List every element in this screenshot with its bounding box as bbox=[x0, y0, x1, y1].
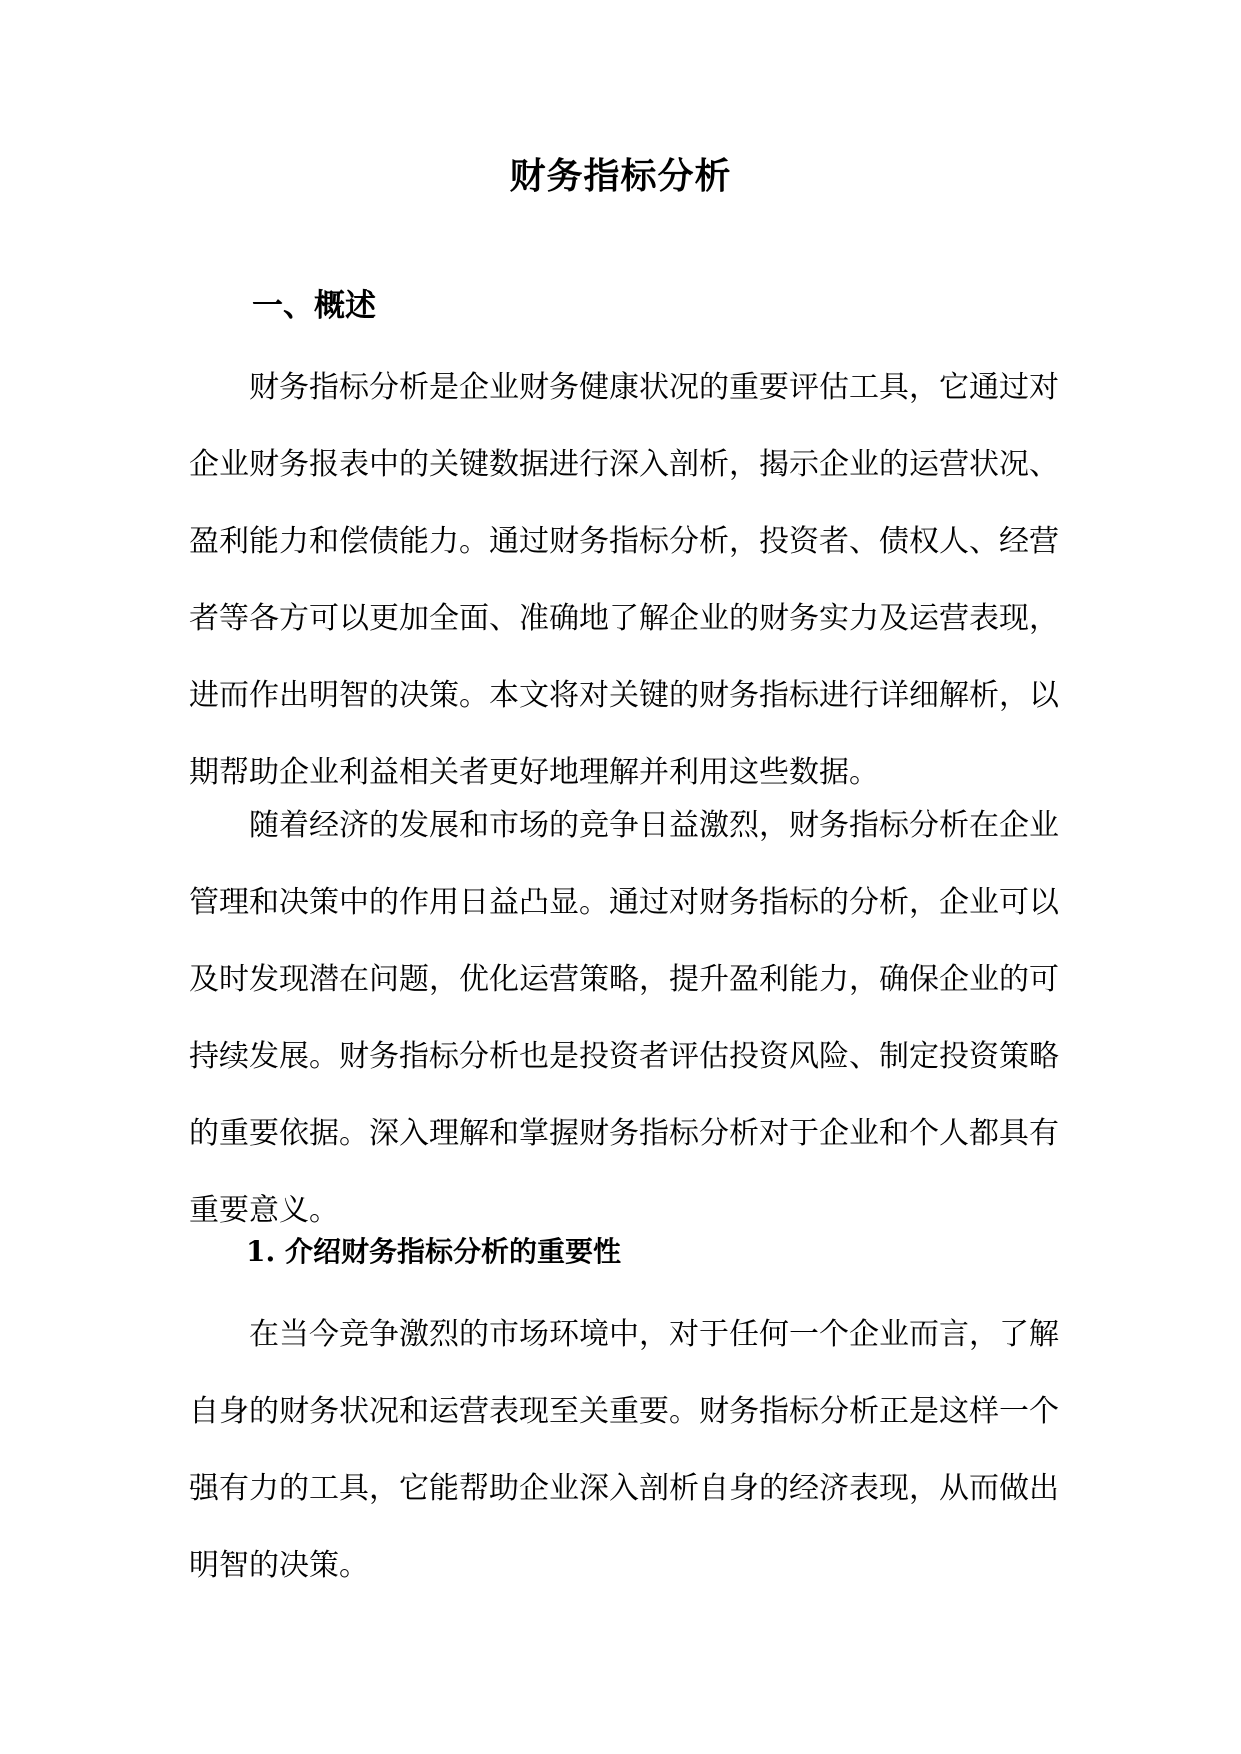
overview-paragraph-1: 财务指标分析是企业财务健康状况的重要评估工具，它通过对企业财务报表中的关键数据进行深入剖析，揭示企业的运营状况、盈利能力和偿债能力。通过财务指标分析，投资者、债权人、经营者等各方可以更加全面、准确地了解企业的财务实力及运营表现，进而作出明智的决策。本文将对关键的财务指标进行详细解析，以期帮助企业利益相关者更好地理解并利用这些数据。 bbox=[189, 370, 1059, 790]
section-heading-overview: 一、概述 bbox=[252, 288, 376, 324]
subsection-heading-importance: 1. 介绍财务指标分析的重要性 bbox=[246, 1235, 621, 1268]
document-title: 财务指标分析 bbox=[509, 155, 732, 197]
importance-paragraph-1: 在当今竞争激烈的市场环境中，对于任何一个企业而言，了解自身的财务状况和运营表现至关重要。财务指标分析正是这样一个强有力的工具，它能帮助企业深入剖析自身的经济表现，从而做出明智的决策。 bbox=[189, 1317, 1059, 1583]
overview-paragraph-2: 随着经济的发展和市场的竞争日益激烈，财务指标分析在企业管理和决策中的作用日益凸显。通过对财务指标的分析，企业可以及时发现潜在问题，优化运营策略，提升盈利能力，确保企业的可持续发展。财务指标分析也是投资者评估投资风险、制定投资策略的重要依据。深入理解和掌握财务指标分析对于企业和个人都具有重要意义。 bbox=[189, 808, 1059, 1228]
